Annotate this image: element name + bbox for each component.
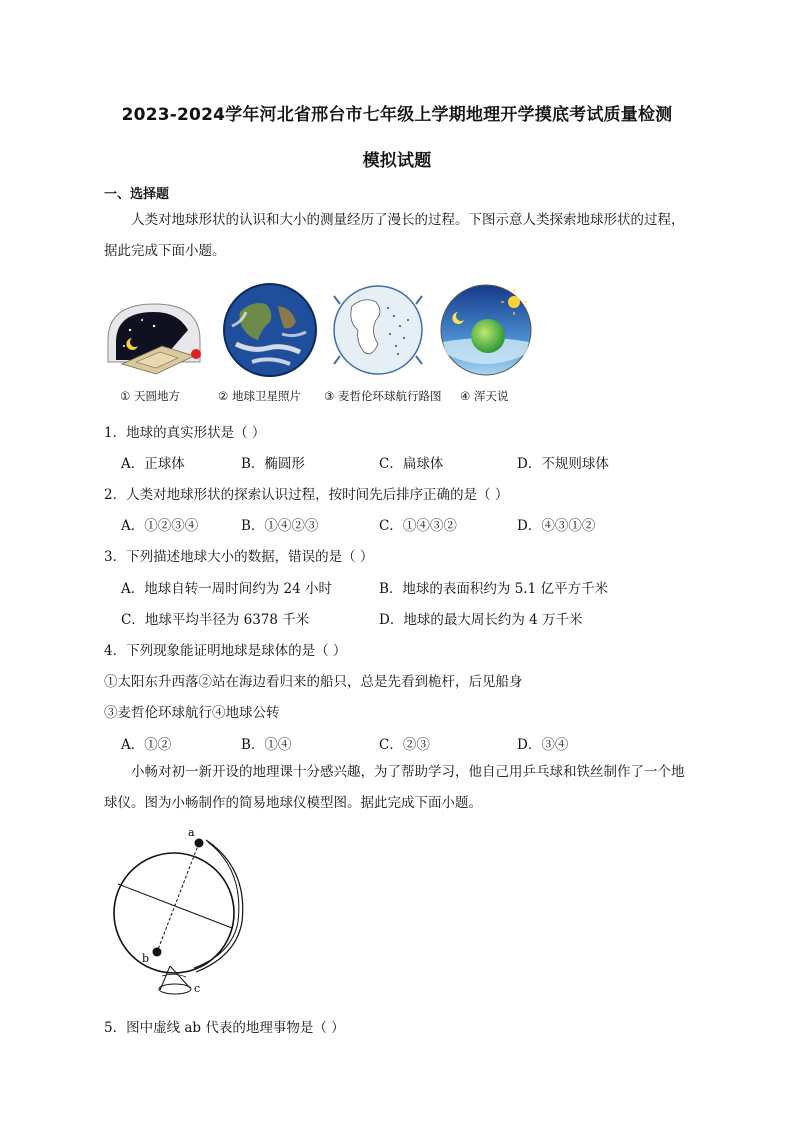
- q4-option-d: D．③④: [517, 737, 569, 753]
- question-1-stem: 1．地球的真实形状是（ ）: [104, 425, 266, 441]
- globe-label-c: c: [194, 982, 201, 995]
- q4-option-c: C．②③: [379, 737, 430, 753]
- title-line-2: 模拟试题: [362, 151, 432, 171]
- caption-2: ② 地球卫星照片: [218, 389, 301, 403]
- figure-simple-globe-model: [110, 826, 250, 998]
- intro-paragraph-1: 人类对地球形状的认识和大小的测量经历了漫长的过程。下图示意人类探索地球形状的过程，据此完成下面小题。: [104, 212, 685, 259]
- caption-1: ① 天圆地方: [120, 389, 180, 403]
- figure-earth-satellite-photo: [222, 282, 318, 378]
- question-5-stem: 5．图中虚线 ab 代表的地理事物是（ ）: [104, 1020, 345, 1036]
- q1-option-a: A．正球体: [121, 456, 185, 472]
- figure-heaven-round-earth-square: [102, 300, 208, 380]
- caption-4: ④ 浑天说: [460, 389, 509, 403]
- q3-option-b: B．地球的表面积约为 5.1 亿平方千米: [379, 581, 608, 597]
- question-4-line-2: ③麦哲伦环球航行④地球公转: [104, 705, 280, 721]
- q3-option-d: D．地球的最大周长约为 4 万千米: [379, 612, 583, 628]
- section-heading: 一、选择题: [104, 187, 170, 202]
- q2-option-d: D．④③①②: [517, 518, 596, 534]
- title-line-1: 2023-2024学年河北省邢台市七年级上学期地理开学摸底考试质量检测: [121, 105, 673, 125]
- intro-paragraph-2: 小畅对初一新开设的地理课十分感兴趣，为了帮助学习，他自己用乒乓球和铁丝制作了一个地球仪。图为小畅制作的简易地球仪模型图。据此完成下面小题。: [104, 764, 685, 811]
- question-4-stem: 4．下列现象能证明地球是球体的是（ ）: [104, 643, 347, 659]
- q3-option-a: A．地球自转一周时间约为 24 小时: [121, 581, 333, 597]
- figure-magellan-route-map: [330, 282, 426, 378]
- q4-option-a: A．①②: [121, 737, 172, 753]
- q1-option-d: D．不规则球体: [517, 456, 609, 472]
- q3-option-c: C．地球平均半径为 6378 千米: [121, 612, 310, 628]
- q4-option-b: B．①④: [241, 737, 292, 753]
- q1-option-c: C．扁球体: [379, 456, 444, 472]
- question-3-stem: 3．下列描述地球大小的数据，错误的是（ ）: [104, 549, 374, 565]
- q1-option-b: B．椭圆形: [241, 456, 305, 472]
- caption-3: ③ 麦哲伦环球航行路图: [324, 389, 442, 403]
- q2-option-a: A．①②③④: [121, 518, 199, 534]
- q2-option-b: B．①④②③: [241, 518, 319, 534]
- question-2-stem: 2．人类对地球形状的探索认识过程，按时间先后排序正确的是（ ）: [104, 487, 509, 503]
- globe-label-b: b: [142, 952, 150, 965]
- q2-option-c: C．①④③②: [379, 518, 457, 534]
- question-4-line-1: ①太阳东升西落②站在海边看归来的船只，总是先看到桅杆，后见船身: [104, 674, 523, 690]
- figure-armillary-theory: [438, 282, 534, 378]
- globe-label-a: a: [188, 826, 195, 839]
